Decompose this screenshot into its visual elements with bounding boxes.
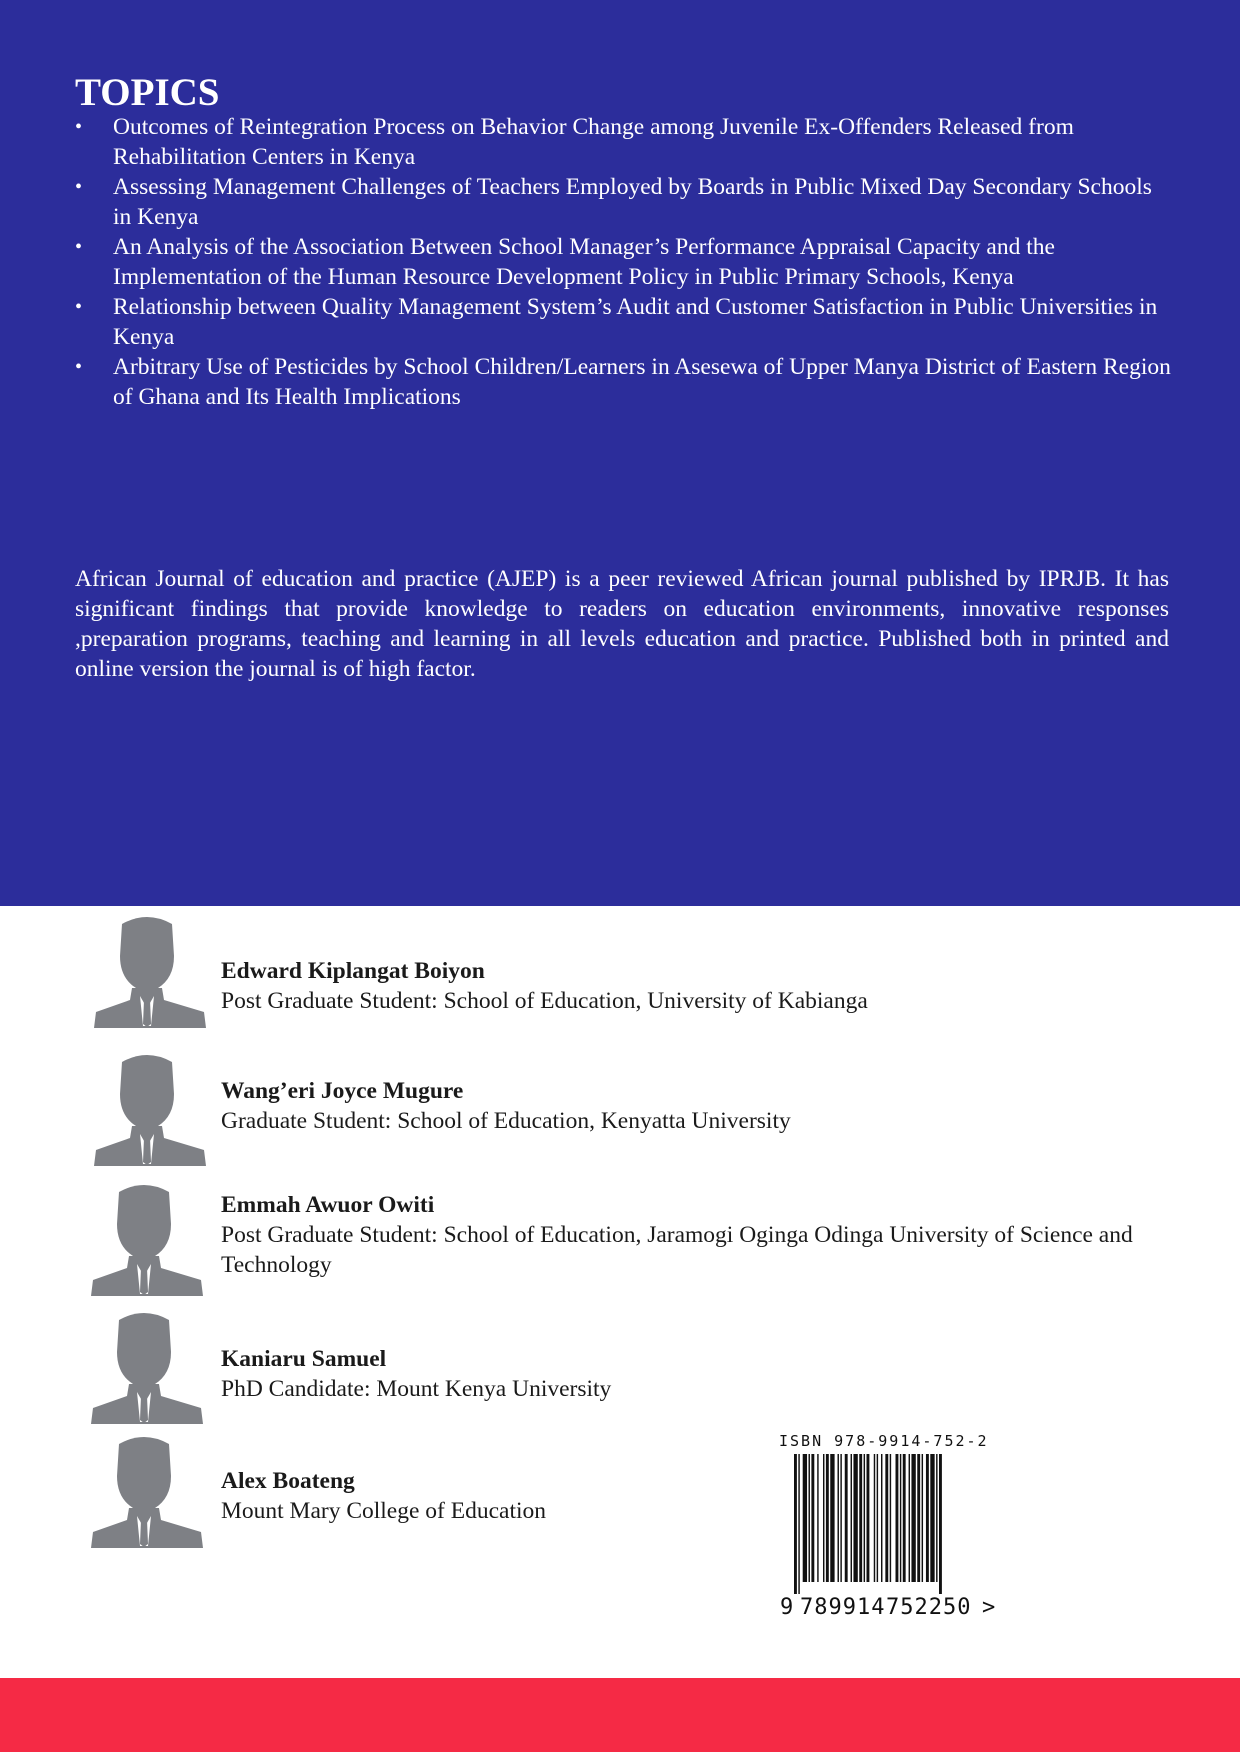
barcode-first-digit: 9 <box>780 1595 794 1620</box>
barcode-bar <box>885 1454 888 1582</box>
author-affiliation: PhD Candidate: Mount Kenya University <box>221 1376 612 1402</box>
topic-item <box>75 112 1175 172</box>
author-text <box>221 1344 1171 1404</box>
journal-description: African Journal of education and practice (AJEP) is a peer reviewed African journal published by IPRJB. It has significant findings that provide knowledge to readers on education environments, innovative responses ,preparation programs, teaching and learning in all levels education and practice. Published both in printed and online version the journal is of high factor. <box>75 566 1169 682</box>
barcode-bar <box>936 1454 937 1582</box>
topic-text: Assessing Management Challenges of Teachers Employed by Boards in Public Mixed Day Secondary Schools in Kenya <box>113 174 1152 230</box>
barcode-bar <box>926 1454 929 1582</box>
barcode-bar <box>911 1454 915 1582</box>
barcode-bar <box>877 1454 878 1582</box>
author-affiliation: Mount Mary College of Education <box>221 1498 547 1524</box>
barcode-bar <box>803 1454 807 1582</box>
barcode-bar <box>900 1454 901 1582</box>
author-name: Wang’eri Joyce Mugure <box>221 1078 464 1104</box>
barcode-digits-left: 789914 <box>800 1595 886 1620</box>
barcode-digits-right: 752250 <box>886 1595 972 1620</box>
author-text <box>221 1190 1171 1280</box>
author-name: Edward Kiplangat Boiyon <box>221 958 485 984</box>
barcode-bar <box>853 1454 857 1582</box>
barcode-bar <box>890 1454 891 1582</box>
topic-item <box>75 352 1175 412</box>
bullet-icon: • <box>75 116 83 138</box>
isbn-barcode <box>776 1432 1006 1622</box>
person-avatar-icon <box>82 1436 206 1548</box>
topic-text: An Analysis of the Association Between School Manager’s Performance Appraisal Capacity and the Implementation of the Human Resource Development Policy in Public Primary Schools, Kenya <box>113 234 1055 290</box>
barcode-bar <box>909 1454 910 1582</box>
barcode-bar <box>817 1454 818 1582</box>
barcode-bar <box>809 1454 810 1582</box>
author-text <box>221 1076 1171 1136</box>
topics-list <box>75 112 1175 412</box>
barcode-bar <box>798 1454 799 1594</box>
barcode-bar <box>930 1454 934 1582</box>
author-affiliation: Post Graduate Student: School of Education, Jaramogi Oginga Odinga University of Science and Technology <box>221 1222 1133 1278</box>
bullet-icon: • <box>75 296 83 318</box>
author-affiliation: Graduate Student: School of Education, Kenyatta University <box>221 1108 791 1134</box>
barcode-bar <box>823 1454 824 1582</box>
barcode-bar <box>826 1454 829 1582</box>
barcode-bar <box>939 1454 942 1594</box>
person-avatar-icon <box>82 1184 206 1296</box>
author-affiliation: Post Graduate Student: School of Education, University of Kabianga <box>221 988 868 1014</box>
barcode-bar <box>867 1454 870 1582</box>
barcode-bar <box>896 1454 899 1582</box>
barcode-bar <box>811 1454 814 1582</box>
author-name: Kaniaru Samuel <box>221 1346 387 1372</box>
author-text <box>221 1466 1171 1526</box>
topics-heading: TOPICS <box>75 71 220 114</box>
bullet-icon: • <box>75 356 83 378</box>
topic-item <box>75 292 1175 352</box>
barcode-graphic <box>776 1454 1006 1622</box>
barcode-bar <box>864 1454 865 1582</box>
barcode-bar <box>830 1454 834 1582</box>
barcode-bar <box>922 1454 923 1582</box>
topic-item <box>75 172 1175 232</box>
author-text <box>221 956 1171 1016</box>
person-avatar-icon <box>88 916 206 1028</box>
person-avatar-icon <box>82 1312 206 1424</box>
topic-text: Arbitrary Use of Pesticides by School Children/Learners in Asesewa of Upper Manya District of Eastern Region of Ghana and Its Health Implications <box>113 354 1171 410</box>
barcode-bar <box>794 1454 797 1594</box>
barcode-bar <box>903 1454 906 1582</box>
author-name: Alex Boateng <box>221 1468 355 1494</box>
barcode-bar <box>881 1454 882 1582</box>
barcode-bar <box>859 1454 862 1582</box>
barcode-bar <box>838 1454 839 1582</box>
topic-item <box>75 232 1175 292</box>
isbn-label: ISBN 978-9914-752-2 <box>779 1432 989 1450</box>
barcode-bar <box>840 1454 841 1582</box>
person-avatar-icon <box>88 1054 206 1166</box>
author-name: Emmah Awuor Owiti <box>221 1192 435 1218</box>
barcode-bar <box>874 1454 875 1582</box>
barcode-end-mark: > <box>982 1595 996 1620</box>
topic-text: Outcomes of Reintegration Process on Behavior Change among Juvenile Ex-Offenders Released from Rehabilitation Centers in Kenya <box>113 114 1074 170</box>
bullet-icon: • <box>75 176 83 198</box>
bottom-color-stripe <box>0 1678 1240 1752</box>
topic-text: Relationship between Quality Management System’s Audit and Customer Satisfaction in Public Universities in Kenya <box>113 294 1158 350</box>
barcode-bar <box>917 1454 920 1582</box>
barcode-bar <box>845 1454 848 1582</box>
barcode-bar <box>851 1454 852 1582</box>
bullet-icon: • <box>75 236 83 258</box>
